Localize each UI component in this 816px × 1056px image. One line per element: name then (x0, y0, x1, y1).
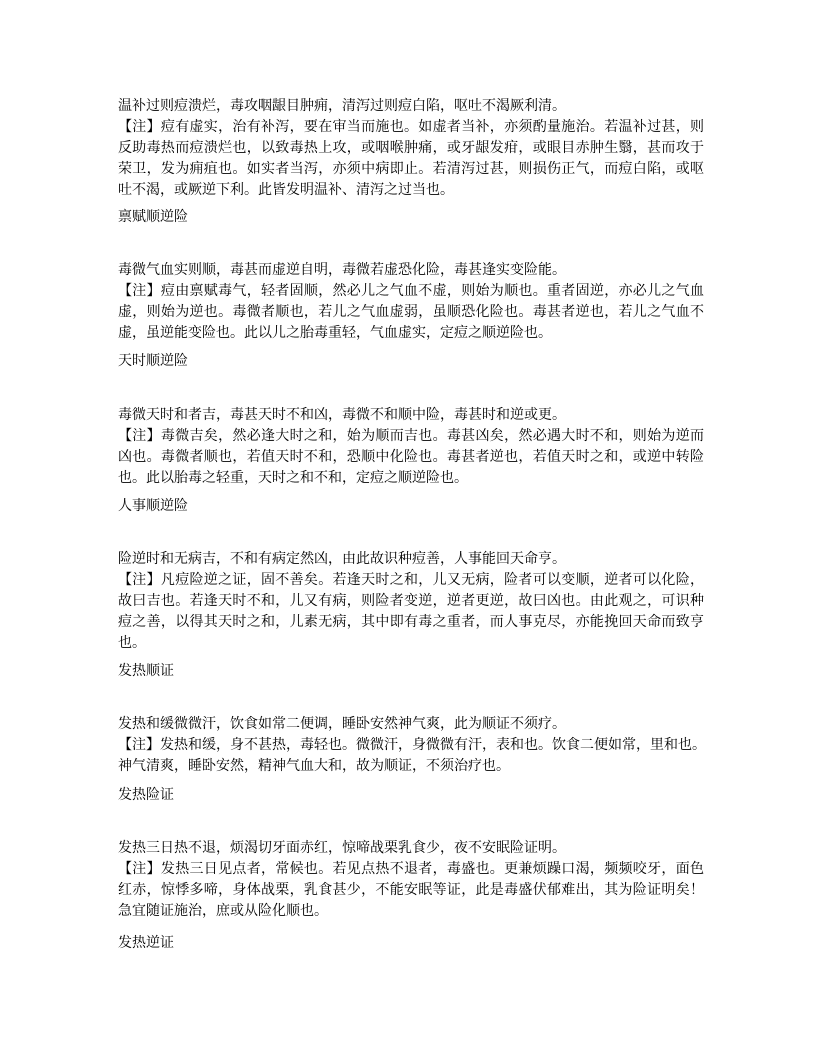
verse-line: 险逆时和无病吉，不和有病定然凶，由此故识种痘善，人事能回天命亨。 (118, 551, 566, 567)
section-paragraph (118, 405, 704, 489)
note-line: 急宜随证施治，庶或从险化顺也。 (118, 903, 328, 919)
note-line: 故曰吉也。若逢天时不和，儿又有病，则险者变逆，逆者更逆，故曰凶也。由此观之，可识种 (118, 593, 704, 609)
note-line: 【注】痘有虚实，治有补泻，要在审当而施也。如虚者当补，亦须酌量施治。若温补过甚，则 (118, 119, 704, 135)
section-heading: 天时顺逆险 (118, 353, 188, 369)
note-line: 反助毒热而痘溃烂也，以致毒热上攻，或咽喉肿痛，或牙龈发疳，或眼目赤肿生翳，甚而攻于 (118, 140, 704, 156)
note-line: 【注】发热三日见点者，常候也。若见点热不退者，毒盛也。更兼烦躁口渴，频频咬牙，面色 (118, 861, 704, 877)
verse-line: 发热和缓微微汗，饮食如常二便调，睡卧安然神气爽，此为顺证不须疗。 (118, 716, 566, 732)
section-paragraph (118, 260, 704, 344)
section-heading: 人事顺逆险 (118, 498, 188, 514)
note-line: 神气清爽，睡卧安然，精神气血大和，故为顺证，不须治疗也。 (118, 758, 510, 774)
verse-line: 温补过则痘溃烂，毒攻咽龈目肿痈，清泻过则痘白陷，呕吐不渴厥利清。 (118, 98, 566, 114)
section-heading: 禀赋顺逆险 (118, 209, 188, 225)
section-heading: 发热险证 (118, 787, 174, 803)
section-paragraph (118, 96, 704, 201)
section-heading: 发热顺证 (118, 663, 174, 679)
verse-line: 毒微气血实则顺，毒甚而虚逆自明，毒微若虚恐化险，毒甚逢实变险能。 (118, 262, 566, 278)
note-line: 也。 (118, 635, 146, 651)
note-line: 荣卫，发为痈疽也。如实者当泻，亦须中病即止。若清泻过甚，则损伤正气，而痘白陷，或呕 (118, 161, 704, 177)
note-line: 凶也。毒微者顺也，若值天时不和，恐顺中化险也。毒甚者逆也，若值天时之和，或逆中转险 (118, 449, 704, 465)
section-paragraph (118, 549, 704, 654)
note-line: 【注】痘由禀赋毒气，轻者固顺，然必儿之气血不虚，则始为顺也。重者固逆，亦必儿之气血 (118, 283, 704, 299)
verse-line: 毒微天时和者吉，毒甚天时不和凶，毒微不和顺中险，毒甚时和逆或更。 (118, 407, 566, 423)
section-paragraph (118, 714, 704, 777)
note-line: 痘之善，以得其天时之和，儿素无病，其中即有毒之重者，而人事克尽，亦能挽回天命而致亨 (118, 614, 704, 630)
note-line: 【注】凡痘险逆之证，固不善矣。若逢天时之和，儿又无病，险者可以变顺，逆者可以化险， (118, 572, 704, 588)
note-line: 也。此以胎毒之轻重，天时之和不和，定痘之顺逆险也。 (118, 470, 468, 486)
verse-line: 发热三日热不退，烦渴切牙面赤红，惊啼战栗乳食少，夜不安眠险证明。 (118, 840, 566, 856)
note-line: 【注】毒微吉矣，然必逢大时之和，始为顺而吉也。毒甚凶矣，然必遇大时不和，则始为逆而 (118, 428, 704, 444)
note-line: 吐不渴，或厥逆下利。此皆发明温补、清泻之过当也。 (118, 182, 454, 198)
note-line: 虚，则始为逆也。毒微者顺也，若儿之气血虚弱，虽顺恐化险也。毒甚者逆也，若儿之气血不 (118, 304, 704, 320)
section-heading: 发热逆证 (118, 935, 174, 951)
note-line: 【注】发热和缓，身不甚热，毒轻也。微微汗，身微微有汗，表和也。饮食二便如常，里和也。 (118, 737, 706, 753)
note-line: 虚，虽逆能变险也。此以儿之胎毒重轻，气血虚实，定痘之顺逆险也。 (118, 325, 552, 341)
note-line: 红赤，惊悸多啼，身体战栗，乳食甚少，不能安眠等证，此是毒盛伏郁难出，其为险证明矣！ (118, 882, 704, 898)
section-paragraph (118, 838, 704, 922)
